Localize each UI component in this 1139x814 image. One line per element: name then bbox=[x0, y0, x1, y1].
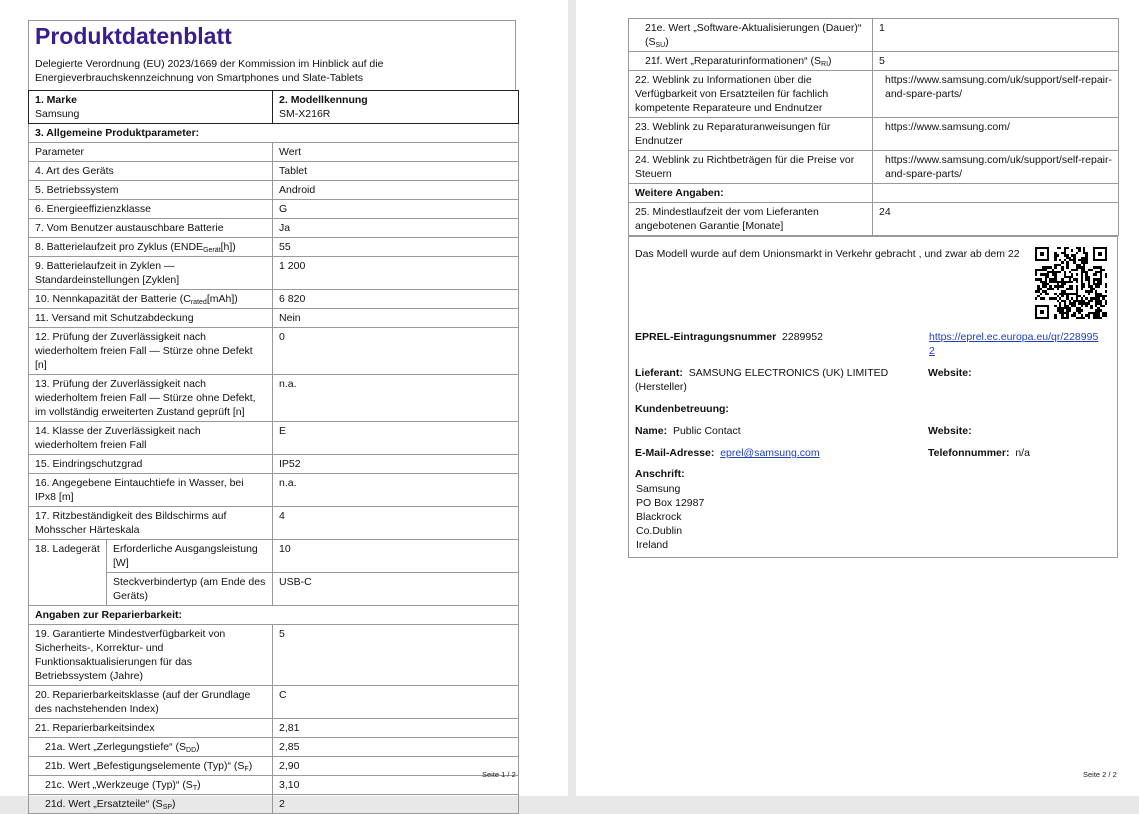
phone-label: Telefonnummer: bbox=[928, 447, 1010, 459]
section-general-heading: 3. Allgemeine Produktparameter: bbox=[29, 124, 519, 143]
phone-field bbox=[928, 446, 1030, 460]
address-line: Blackrock bbox=[636, 511, 682, 523]
table-row bbox=[29, 686, 519, 719]
row-value: G bbox=[273, 200, 519, 219]
row-label: 24. Weblink zu Richtbeträgen für die Preise vor Steuern bbox=[629, 151, 873, 184]
table-row bbox=[29, 309, 519, 328]
table-row bbox=[29, 455, 519, 474]
page-number: Seite 2 / 2 bbox=[1083, 770, 1117, 779]
table-row bbox=[629, 203, 1119, 236]
name-value: Public Contact bbox=[672, 425, 741, 437]
row-value: IP52 bbox=[273, 455, 519, 474]
table-header-row bbox=[29, 143, 519, 162]
row-label: 17. Ritzbeständigkeit des Bildschirms auf Mohsscher Härteskala bbox=[29, 507, 273, 540]
qr-module bbox=[1052, 288, 1054, 290]
qr-module bbox=[1059, 271, 1061, 273]
qr-module bbox=[1066, 317, 1068, 319]
repair-instructions-link[interactable]: https://www.samsung.com/ bbox=[873, 118, 1119, 151]
qr-module bbox=[1057, 288, 1059, 290]
table-row bbox=[29, 257, 519, 290]
row-value: C bbox=[273, 686, 519, 719]
table-row bbox=[629, 19, 1119, 52]
qr-module bbox=[1035, 297, 1037, 299]
row-label: 22. Weblink zu Informationen über die Verfügbarkeit von Ersatzteilen für fachlich kompetente Reparateure und Endnutzer bbox=[629, 71, 873, 118]
row-value: 5 bbox=[273, 625, 519, 686]
section-repair-heading: Angaben zur Reparierbarkeit: bbox=[29, 606, 519, 625]
row-label: 8. Batterielaufzeit pro Zyklus $(ENDE_{Gerät}[h])$ bbox=[29, 238, 273, 257]
supplier-value: SAMSUNG ELECTRONICS (UK) LIMITED (Hersteller) bbox=[635, 367, 889, 393]
row-label: 14. Klasse der Zuverlässigkeit nach wiederholtem freien Fall bbox=[29, 422, 273, 455]
qr-module bbox=[1105, 295, 1107, 297]
page-1 bbox=[0, 0, 568, 811]
model-cell bbox=[273, 91, 519, 124]
row-label: 10. Nennkapazität der Batterie $(C_{rated}[mAh])$ bbox=[29, 290, 273, 309]
table-row bbox=[29, 795, 519, 814]
qr-module bbox=[1083, 317, 1085, 319]
qr-module bbox=[1090, 307, 1092, 309]
product-data-table-continued bbox=[628, 18, 1119, 236]
row-value: Android bbox=[273, 181, 519, 200]
row-value: Tablet bbox=[273, 162, 519, 181]
qr-module bbox=[1081, 305, 1083, 307]
table-row bbox=[629, 151, 1119, 184]
qr-module bbox=[1078, 249, 1080, 251]
row-value: Ja bbox=[273, 219, 519, 238]
row-label: 16. Angegebene Eintauchtiefe in Wasser, bei IPx8 [m] bbox=[29, 474, 273, 507]
eprel-info-box bbox=[628, 236, 1118, 558]
qr-code-icon[interactable] bbox=[1035, 247, 1107, 319]
address-label: Anschrift: bbox=[635, 468, 685, 480]
row-label: 21c. Wert „Werkzeuge (Typ)“ $(S_T)$ bbox=[29, 776, 273, 795]
qr-module bbox=[1054, 317, 1056, 319]
page-2 bbox=[576, 0, 1139, 796]
charger-row bbox=[29, 540, 519, 573]
row-label: 6. Energieeffizienzklasse bbox=[29, 200, 273, 219]
qr-module bbox=[1090, 290, 1092, 292]
qr-module bbox=[1105, 302, 1107, 304]
name-label: Name: bbox=[635, 425, 668, 437]
value-header: Wert bbox=[273, 143, 519, 162]
row-value: 2,90 bbox=[273, 757, 519, 776]
row-label: 21f. Wert „Reparaturinformationen“ $(S_{RI})$ bbox=[629, 52, 873, 71]
row-value: 2,81 bbox=[273, 719, 519, 738]
charger-plug-label: Steckverbindertyp (am Ende des Geräts) bbox=[107, 573, 273, 606]
table-row bbox=[29, 375, 519, 422]
qr-module bbox=[1088, 317, 1090, 319]
qr-module bbox=[1066, 266, 1068, 268]
product-data-table bbox=[28, 90, 519, 814]
row-label: 19. Garantierte Mindestverfügbarkeit von Sicherheits-, Korrektur- und Funktionsaktualisierungen für das Betriebssystem (Jahre) bbox=[29, 625, 273, 686]
charger-power-label: Erforderliche Ausgangsleistung [W] bbox=[107, 540, 273, 573]
table-row bbox=[29, 474, 519, 507]
row-value: 3,10 bbox=[273, 776, 519, 795]
qr-module bbox=[1066, 247, 1068, 249]
eprel-field bbox=[635, 330, 823, 344]
qr-module bbox=[1071, 281, 1073, 283]
eprel-link[interactable]: https://eprel.ec.europa.eu/qr/2289952 bbox=[929, 331, 1099, 357]
qr-module bbox=[1090, 269, 1092, 271]
row-value: 0 bbox=[273, 328, 519, 375]
row-value: 2 bbox=[273, 795, 519, 814]
qr-module bbox=[1095, 273, 1097, 275]
row-label: 21b. Wert „Befestigungselemente (Typ)“ $(S_F)$ bbox=[29, 757, 273, 776]
row-label: 23. Weblink zu Reparaturanweisungen für Endnutzer bbox=[629, 118, 873, 151]
qr-module bbox=[1105, 314, 1107, 316]
address-line: PO Box 12987 bbox=[636, 497, 705, 509]
qr-module bbox=[1097, 285, 1099, 287]
row-label: 21. Reparierbarkeitsindex bbox=[29, 719, 273, 738]
prices-link[interactable]: https://www.samsung.com/uk/support/self-repair-and-spare-parts/ bbox=[873, 151, 1119, 184]
qr-module bbox=[1076, 252, 1078, 254]
row-label: 5. Betriebssystem bbox=[29, 181, 273, 200]
qr-module bbox=[1076, 273, 1078, 275]
charger-label: 18. Ladegerät bbox=[29, 540, 107, 606]
table-row bbox=[629, 52, 1119, 71]
contact-name-field bbox=[635, 424, 741, 438]
table-row bbox=[29, 181, 519, 200]
row-value: n.a. bbox=[273, 474, 519, 507]
qr-module bbox=[1085, 305, 1087, 307]
table-row bbox=[629, 118, 1119, 151]
spare-parts-link[interactable]: https://www.samsung.com/uk/support/self-repair-and-spare-parts/ bbox=[873, 71, 1119, 118]
qr-module bbox=[1054, 259, 1056, 261]
qr-module bbox=[1047, 293, 1049, 295]
market-date-text: Das Modell wurde auf dem Unionsmarkt in Verkehr gebracht , und zwar ab dem 22 bbox=[635, 248, 1020, 260]
row-value: 4 bbox=[273, 507, 519, 540]
page-number: Seite 1 / 2 bbox=[482, 770, 516, 779]
qr-module bbox=[1105, 290, 1107, 292]
email-label: E-Mail-Adresse: bbox=[635, 447, 715, 459]
eprel-label: EPREL-Eintragungsnummer bbox=[635, 331, 777, 343]
document-subtitle: Delegierte Verordnung (EU) 2023/1669 der Kommission im Hinblick auf die Energieverbrauchskennzeichnung von Smartphones und Slate-Tablets bbox=[35, 58, 384, 84]
row-label: 9. Batterielaufzeit in Zyklen — Standardeinstellungen [Zyklen] bbox=[29, 257, 273, 290]
address-line: Ireland bbox=[636, 539, 669, 551]
row-value: Nein bbox=[273, 309, 519, 328]
model-label: 2. Modellkennung bbox=[279, 94, 368, 106]
qr-module bbox=[1102, 305, 1104, 307]
brand-model-row bbox=[29, 91, 519, 124]
qr-module bbox=[1061, 295, 1063, 297]
document-title: Produktdatenblatt bbox=[35, 23, 232, 49]
table-row bbox=[29, 776, 519, 795]
eprel-value: 2289952 bbox=[782, 331, 823, 343]
table-row bbox=[29, 719, 519, 738]
table-row bbox=[29, 200, 519, 219]
row-value: 5 bbox=[873, 52, 1119, 71]
row-label: 13. Prüfung der Zuverlässigkeit nach wiederholtem freien Fall — Stürze ohne Defekt, im vollständig erweiterten Zustand geprüft [n] bbox=[29, 375, 273, 422]
qr-module bbox=[1081, 309, 1083, 311]
address-line: Samsung bbox=[636, 483, 681, 495]
table-row bbox=[29, 738, 519, 757]
qr-module bbox=[1035, 273, 1037, 275]
model-value: SM-X216R bbox=[279, 108, 331, 120]
table-row bbox=[29, 219, 519, 238]
address-block bbox=[636, 482, 704, 552]
table-row bbox=[29, 757, 519, 776]
qr-module bbox=[1064, 283, 1066, 285]
qr-module bbox=[1061, 261, 1063, 263]
qr-module bbox=[1076, 269, 1078, 271]
table-row bbox=[29, 238, 519, 257]
address-line: Co.Dublin bbox=[636, 525, 683, 537]
charger-plug-value: USB-C bbox=[273, 573, 519, 606]
qr-module bbox=[1076, 281, 1078, 283]
qr-module bbox=[1090, 300, 1092, 302]
brand-value: Samsung bbox=[35, 108, 80, 120]
param-header: Parameter bbox=[29, 143, 273, 162]
qr-module bbox=[1100, 283, 1102, 285]
qr-module bbox=[1081, 288, 1083, 290]
table-row bbox=[629, 71, 1119, 118]
qr-module bbox=[1042, 297, 1044, 299]
table-row bbox=[29, 290, 519, 309]
table-row bbox=[29, 328, 519, 375]
qr-module bbox=[1071, 249, 1073, 251]
row-label: 12. Prüfung der Zuverlässigkeit nach wiederholtem freien Fall — Stürze ohne Defekt [n] bbox=[29, 328, 273, 375]
row-value: n.a. bbox=[273, 375, 519, 422]
website-label-2: Website: bbox=[928, 425, 972, 437]
qr-module bbox=[1100, 317, 1102, 319]
row-value: 6 820 bbox=[273, 290, 519, 309]
qr-module bbox=[1040, 293, 1042, 295]
qr-module bbox=[1069, 309, 1071, 311]
brand-cell bbox=[29, 91, 273, 124]
row-value: 2,85 bbox=[273, 738, 519, 757]
qr-module bbox=[1105, 285, 1107, 287]
charger-power-value: 10 bbox=[273, 540, 519, 573]
table-row bbox=[29, 162, 519, 181]
qr-module bbox=[1085, 261, 1087, 263]
qr-module bbox=[1083, 285, 1085, 287]
qr-module bbox=[1105, 276, 1107, 278]
email-link[interactable]: eprel@samsung.com bbox=[720, 447, 820, 459]
customer-service-label: Kundenbetreuung: bbox=[635, 403, 729, 415]
table-row bbox=[29, 422, 519, 455]
supplier-field bbox=[635, 366, 921, 394]
brand-label: 1. Marke bbox=[35, 94, 78, 106]
qr-module bbox=[1057, 254, 1059, 256]
qr-module bbox=[1054, 266, 1056, 268]
table-row bbox=[29, 507, 519, 540]
row-label: 20. Reparierbarkeitsklasse (auf der Grundlage des nachstehenden Index) bbox=[29, 686, 273, 719]
row-value: 1 bbox=[873, 19, 1119, 52]
row-value: 55 bbox=[273, 238, 519, 257]
document-header bbox=[28, 20, 516, 90]
qr-module bbox=[1088, 293, 1090, 295]
qr-module bbox=[1071, 288, 1073, 290]
row-label: 11. Versand mit Schutzabdeckung bbox=[29, 309, 273, 328]
row-label: 4. Art des Geräts bbox=[29, 162, 273, 181]
row-label: 7. Vom Benutzer austauschbare Batterie bbox=[29, 219, 273, 238]
section-more-heading: Weitere Angaben: bbox=[629, 184, 873, 203]
warranty-value: 24 bbox=[873, 203, 1119, 236]
warranty-label: 25. Mindestlaufzeit der vom Lieferanten angebotenen Garantie [Monate] bbox=[629, 203, 873, 236]
qr-module bbox=[1061, 285, 1063, 287]
qr-module bbox=[1102, 269, 1104, 271]
email-field bbox=[635, 446, 820, 460]
qr-module bbox=[1059, 247, 1061, 249]
website-label: Website: bbox=[928, 367, 972, 379]
row-label: 21e. Wert „Software-Aktualisierungen (Dauer)“ $(S_{SU})$ bbox=[629, 19, 873, 52]
row-label: 21a. Wert „Zerlegungstiefe“ $(S_{DD})$ bbox=[29, 738, 273, 757]
phone-value: n/a bbox=[1015, 447, 1030, 459]
row-label: 21d. Wert „Ersatzteile“ $(S_{SP})$ bbox=[29, 795, 273, 814]
row-value: 1 200 bbox=[273, 257, 519, 290]
supplier-label: Lieferant: bbox=[635, 367, 683, 379]
table-row bbox=[29, 625, 519, 686]
row-label: 15. Eindringschutzgrad bbox=[29, 455, 273, 474]
row-value: E bbox=[273, 422, 519, 455]
